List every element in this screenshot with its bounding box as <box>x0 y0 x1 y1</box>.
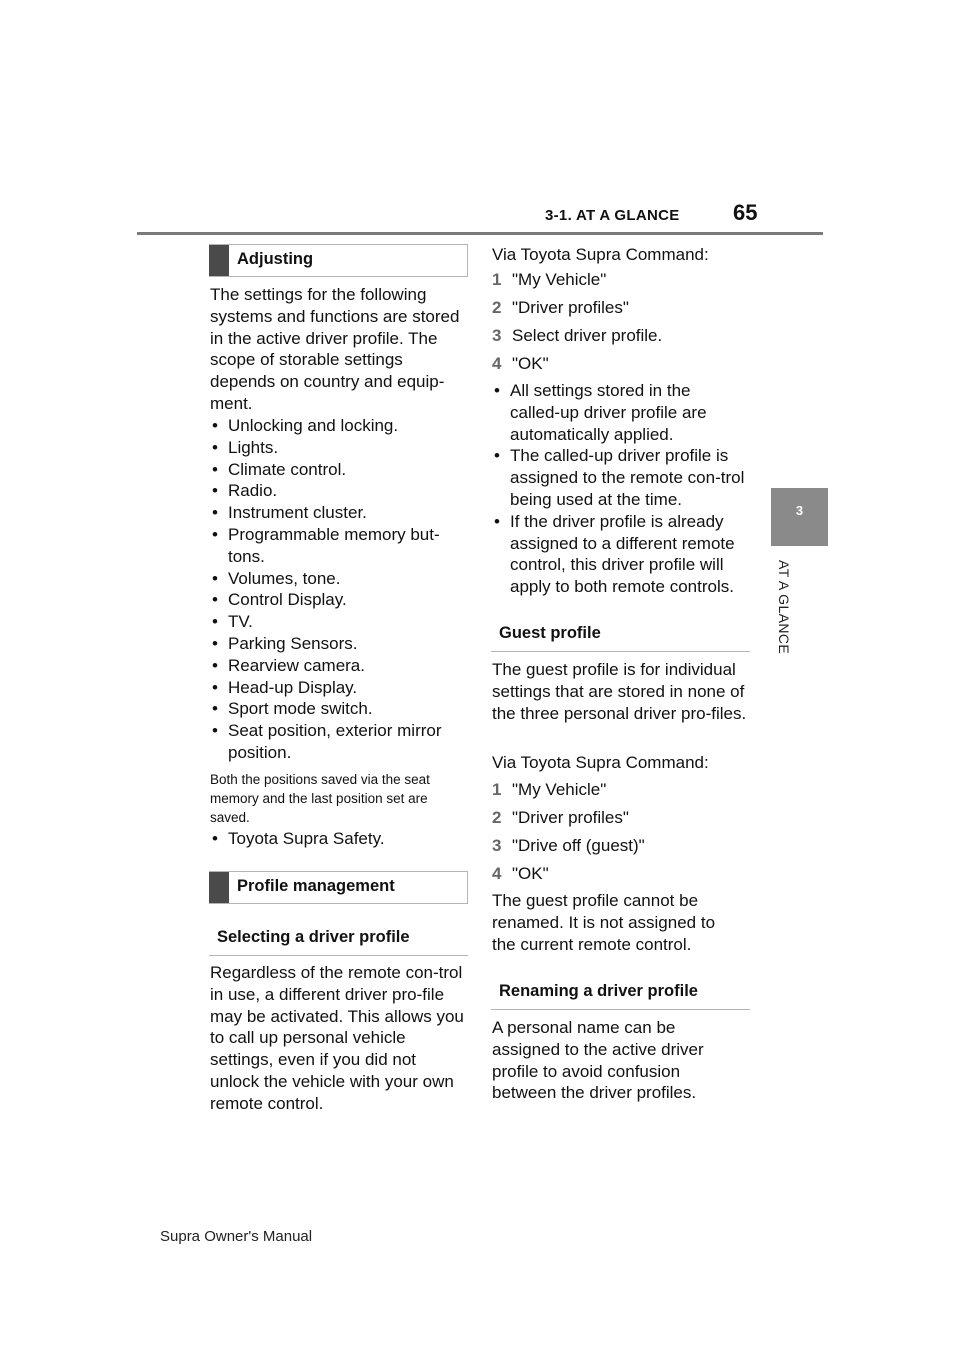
list-item: • Radio. <box>210 480 466 502</box>
step-item <box>492 862 748 890</box>
step-number: 1 <box>492 780 502 799</box>
step-number: 3 <box>492 326 502 345</box>
via-command-label: Via Toyota Supra Command: <box>492 245 709 264</box>
step-number: 2 <box>492 808 502 827</box>
profile-notes-list <box>492 380 752 598</box>
footer-label: Supra Owner's Manual <box>160 1228 313 1245</box>
guest-profile-note: The guest profile cannot be renamed. It is not assigned to the current remote control. <box>492 891 716 954</box>
step-item <box>492 806 748 834</box>
profile-management-heading-text: Profile management <box>237 877 395 895</box>
chapter-tab-label: AT A GLANCE <box>776 560 792 655</box>
page-number: 65 <box>733 200 758 225</box>
step-number: 4 <box>492 864 502 883</box>
list-item: • Head-up Display. <box>210 677 466 699</box>
step-item <box>492 268 748 296</box>
chapter-tab-number: 3 <box>795 503 804 518</box>
list-item: • Seat position, exterior mirror position. <box>210 720 453 764</box>
list-item: • Climate control. <box>210 459 466 481</box>
renaming-profile-text: A personal name can be assigned to the active driver profile to avoid confusion between the driver profiles. <box>492 1018 704 1103</box>
safety-list <box>210 828 466 850</box>
step-number: 4 <box>492 354 502 373</box>
header-rule <box>137 232 823 235</box>
list-item: • Volumes, tone. <box>210 568 466 590</box>
list-item: • Unlocking and locking. <box>210 415 466 437</box>
guest-profile-subheading: Guest profile <box>491 624 750 652</box>
step-text: "My Vehicle" <box>512 270 607 289</box>
step-number: 3 <box>492 836 502 855</box>
step-text: "OK" <box>512 354 549 373</box>
list-item: • Parking Sensors. <box>210 633 466 655</box>
profile-management-heading <box>209 871 468 904</box>
guest-profile-text: The guest profile is for individual settings that are stored in none of the three personal driver pro-files. <box>492 660 747 723</box>
adjusting-list <box>210 415 466 764</box>
list-item: • Sport mode switch. <box>210 698 466 720</box>
list-item: • Instrument cluster. <box>210 502 466 524</box>
selecting-profile-text: Regardless of the remote con-trol in use, a different driver pro-file may be activated. This allows you to call up personal vehicle settings, even if you did not unlock the vehicle with your own remote control. <box>210 963 464 1113</box>
heading-marker <box>209 245 229 276</box>
step-number: 2 <box>492 298 502 317</box>
step-text: "Driver profiles" <box>512 298 629 317</box>
step-item <box>492 324 748 352</box>
list-item: • TV. <box>210 611 466 633</box>
list-item: • Control Display. <box>210 589 466 611</box>
step-text: "OK" <box>512 864 549 883</box>
renaming-profile-subheading: Renaming a driver profile <box>491 982 750 1010</box>
step-text: "Drive off (guest)" <box>512 836 645 855</box>
heading-marker <box>209 872 229 903</box>
select-profile-steps <box>492 268 748 380</box>
step-text: "Driver profiles" <box>512 808 629 827</box>
list-item: • Programmable memory but-tons. <box>210 524 458 568</box>
list-item: • Toyota Supra Safety. <box>210 828 466 850</box>
step-number: 1 <box>492 270 502 289</box>
adjusting-heading <box>209 244 468 277</box>
step-item <box>492 834 748 862</box>
guest-profile-steps <box>492 778 748 890</box>
adjusting-heading-text: Adjusting <box>237 250 314 268</box>
list-item: • The called-up driver profile is assigned to the remote con-trol being used at the time. <box>492 445 745 510</box>
step-text: Select driver profile. <box>512 326 663 345</box>
selecting-profile-subheading: Selecting a driver profile <box>209 928 468 956</box>
step-item <box>492 352 748 380</box>
list-item: • If the driver profile is already assigned to a different remote control, this driver profile will apply to both remote controls. <box>492 511 752 598</box>
section-header: 3-1. AT A GLANCE <box>545 207 680 224</box>
seat-memory-note: Both the positions saved via the seat memory and the last position set are saved. <box>210 772 430 825</box>
step-item <box>492 296 748 324</box>
via-command-label: Via Toyota Supra Command: <box>492 753 709 772</box>
step-item <box>492 778 748 806</box>
list-item: • Lights. <box>210 437 466 459</box>
list-item: • Rearview camera. <box>210 655 466 677</box>
step-text: "My Vehicle" <box>512 780 607 799</box>
list-item: • All settings stored in the called-up driver profile are automatically applied. <box>492 380 730 445</box>
adjusting-intro: The settings for the following systems and functions are stored in the active driver profile. The scope of storable settings depends on country and equip-ment. <box>210 285 460 413</box>
